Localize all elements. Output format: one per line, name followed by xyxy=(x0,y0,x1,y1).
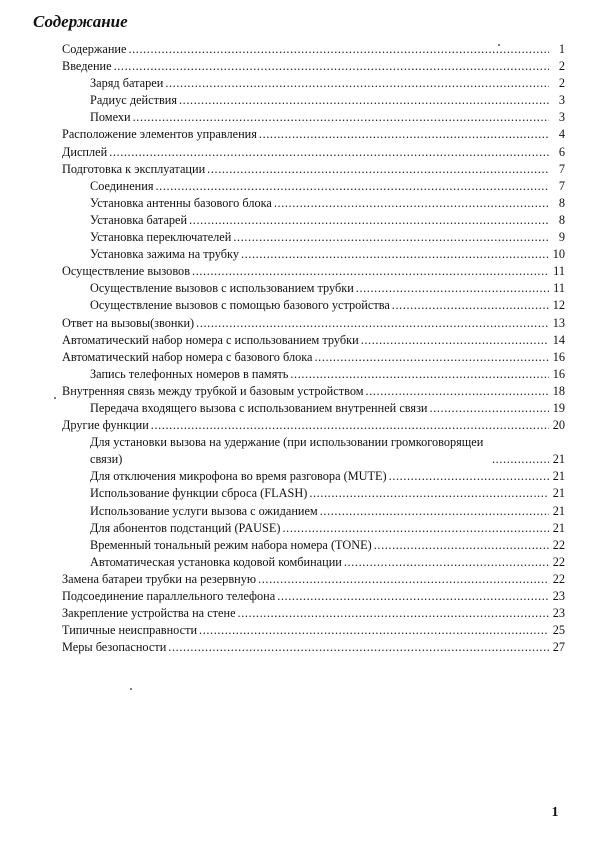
toc-entry[interactable] xyxy=(62,349,565,366)
toc-entry-page: 9 xyxy=(558,230,565,245)
toc-entry[interactable] xyxy=(62,520,565,537)
toc-entry[interactable] xyxy=(62,161,565,178)
toc-entry-label: Установка зажима на трубку xyxy=(90,247,239,262)
dot-leader xyxy=(366,383,549,400)
toc-entry[interactable] xyxy=(62,383,565,400)
toc-entry-label: Использование функции сброса (FLASH) xyxy=(90,486,308,501)
toc-entry-label: Автоматическая установка кодовой комбинации xyxy=(90,554,342,569)
dot-leader xyxy=(128,41,549,58)
toc-entry-page: 7 xyxy=(558,161,565,176)
toc-entry-page: 11 xyxy=(553,264,565,279)
toc-entry-label: Ответ на вызовы(звонки) xyxy=(62,315,195,330)
toc-entry[interactable] xyxy=(62,41,565,58)
toc-entry[interactable] xyxy=(62,537,565,554)
scan-speck xyxy=(498,44,500,46)
toc-entry[interactable] xyxy=(62,178,565,195)
toc-entry-label: Дисплей xyxy=(62,144,108,159)
toc-entry-page: 21 xyxy=(552,486,565,501)
toc-entry-page: 6 xyxy=(558,144,565,159)
toc-entry[interactable] xyxy=(62,280,565,297)
toc-entry[interactable] xyxy=(62,485,565,502)
toc-entry-page: 1 xyxy=(558,42,565,56)
dot-leader xyxy=(179,92,549,109)
toc-entry-page: 21 xyxy=(552,520,565,535)
toc-entry[interactable] xyxy=(62,195,565,212)
toc-entry-label: Автоматический набор номера с базового блока xyxy=(62,349,313,364)
dot-leader xyxy=(430,400,549,417)
scan-speck xyxy=(54,397,56,399)
dot-leader xyxy=(259,126,549,143)
toc-entry[interactable] xyxy=(62,434,565,468)
toc-entry-page: 21 xyxy=(552,469,565,484)
toc-entry-label: Установка антенны базового блока xyxy=(90,195,272,210)
toc-entry-label: Для установки вызова на удержание (при использовании громкоговорящеи связи) xyxy=(90,435,484,467)
toc-entry-label: Установка батарей xyxy=(90,212,188,227)
toc-entry-label: Осуществление вызовов xyxy=(62,264,191,279)
toc-entry[interactable] xyxy=(62,571,565,588)
toc-entry-label: Использование услуги вызова с ожиданием xyxy=(90,503,318,518)
toc-entry[interactable] xyxy=(62,212,565,229)
toc-entry[interactable] xyxy=(62,622,565,639)
toc-entry-label: Передача входящего вызова с использованием внутренней связи xyxy=(90,400,428,415)
toc-entry[interactable] xyxy=(62,332,565,349)
toc-entry-page: 22 xyxy=(552,571,565,586)
toc-entry[interactable] xyxy=(62,92,565,109)
toc-entry-page: 23 xyxy=(552,589,565,603)
toc-entry[interactable] xyxy=(62,246,565,263)
toc-entry[interactable] xyxy=(62,315,565,332)
toc-entry-label: Расположение элементов управления xyxy=(62,127,257,142)
toc-entry-label: Типичные неисправности xyxy=(62,623,198,638)
toc-entry-page: 16 xyxy=(552,349,565,364)
toc-entry-label: Установка переключателей xyxy=(90,230,232,245)
toc-entry[interactable] xyxy=(62,400,565,417)
dot-leader xyxy=(374,537,549,554)
toc-entry-page: 25 xyxy=(552,623,565,638)
dot-leader xyxy=(151,417,549,434)
toc-entry-page: 13 xyxy=(552,315,565,330)
toc-entry[interactable] xyxy=(62,417,565,434)
toc-entry-page: 22 xyxy=(552,554,565,569)
toc-entry-label: Осуществление вызовов с использованием трубки xyxy=(90,281,354,296)
toc-entry-page: 19 xyxy=(552,400,565,415)
dot-leader xyxy=(315,349,550,366)
dot-leader xyxy=(114,58,549,75)
toc-entry[interactable] xyxy=(62,605,565,622)
toc-entry-label: Введение xyxy=(62,59,112,74)
toc-entry-label: Меры безопасности xyxy=(62,640,167,655)
toc-entry-page: 2 xyxy=(558,76,565,91)
dot-leader xyxy=(356,280,549,297)
toc-entry[interactable] xyxy=(62,554,565,571)
dot-leader xyxy=(109,144,549,161)
toc-entry-page: 11 xyxy=(553,281,565,296)
dot-leader xyxy=(274,195,549,212)
toc-entry-label: Подготовка к эксплуатации xyxy=(62,161,206,176)
toc-entry[interactable] xyxy=(62,366,565,383)
toc-entry-label: Автоматический набор номера с использованием трубки xyxy=(62,332,359,347)
page-number: 1 xyxy=(551,805,559,820)
dot-leader xyxy=(133,109,549,126)
toc-entry-page: 3 xyxy=(558,93,565,108)
toc-entry-page: 8 xyxy=(558,195,565,210)
dot-leader xyxy=(492,451,549,468)
dot-leader xyxy=(392,297,549,314)
toc-entry[interactable] xyxy=(62,58,565,75)
dot-leader xyxy=(258,571,549,588)
dot-leader xyxy=(165,75,549,92)
toc-entry[interactable] xyxy=(62,126,565,143)
toc-entry-label: Содержание xyxy=(62,42,127,56)
dot-leader xyxy=(156,178,550,195)
toc-entry-page: 8 xyxy=(558,212,565,227)
toc-entry-page: 21 xyxy=(552,452,565,467)
toc-entry-label: Для абонентов подстанций (PAUSE) xyxy=(90,520,281,535)
dot-leader xyxy=(189,212,549,229)
toc-entry[interactable] xyxy=(62,263,565,280)
toc-entry-page: 3 xyxy=(558,110,565,125)
toc-entry[interactable] xyxy=(62,588,565,605)
dot-leader xyxy=(320,503,549,520)
dot-leader xyxy=(199,622,549,639)
dot-leader xyxy=(361,332,549,349)
toc-entry-page: 23 xyxy=(552,606,565,621)
dot-leader xyxy=(233,229,549,246)
toc-entry-label: Внутренняя связь между трубкой и базовым устройством xyxy=(62,383,364,398)
toc-entry-page: 10 xyxy=(552,247,565,262)
toc-entry-label: Для отключения микрофона во время разговора (MUTE) xyxy=(90,469,387,484)
dot-leader xyxy=(344,554,549,571)
page-title: Содержание xyxy=(33,12,128,31)
toc-entry[interactable] xyxy=(62,144,565,161)
toc-entry-label: Подсоединение параллельного телефона xyxy=(62,589,276,603)
dot-leader xyxy=(238,605,549,622)
dot-leader xyxy=(282,520,549,537)
scan-speck xyxy=(130,688,132,690)
toc-entry-page: 4 xyxy=(558,127,565,142)
dot-leader xyxy=(290,366,549,383)
toc-entry[interactable] xyxy=(62,639,565,656)
toc-entry-page: 22 xyxy=(552,537,565,552)
toc-entry[interactable] xyxy=(62,297,565,314)
toc-entry-page: 14 xyxy=(552,332,565,347)
dot-leader xyxy=(192,263,549,280)
toc-entry[interactable] xyxy=(62,75,565,92)
toc-entry[interactable] xyxy=(62,109,565,126)
dot-leader xyxy=(389,468,549,485)
dot-leader xyxy=(241,246,549,263)
dot-leader xyxy=(277,588,549,605)
toc-entry-label: Запись телефонных номеров в память xyxy=(90,366,289,381)
toc-entry-page: 7 xyxy=(558,178,565,193)
toc-entry[interactable] xyxy=(62,229,565,246)
toc-entry[interactable] xyxy=(62,503,565,520)
toc-entry-page: 27 xyxy=(552,640,565,655)
toc-entry-label: Временный тональный режим набора номера (TONE) xyxy=(90,537,372,552)
toc-entry-page: 20 xyxy=(552,418,565,433)
dot-leader xyxy=(196,315,549,332)
toc-entry-label: Другие функции xyxy=(62,418,149,433)
toc-entry-page: 21 xyxy=(552,503,565,518)
toc-entry-page: 18 xyxy=(552,383,565,398)
table-of-contents xyxy=(62,41,565,656)
toc-entry-label: Помехи xyxy=(90,110,131,125)
toc-entry[interactable] xyxy=(62,468,565,485)
dot-leader xyxy=(168,639,549,656)
toc-entry-label: Радиус действия xyxy=(90,93,177,108)
toc-entry-label: Осуществление вызовов с помощью базового устройства xyxy=(90,298,390,313)
toc-entry-label: Соединения xyxy=(90,178,154,193)
toc-entry-page: 16 xyxy=(552,366,565,381)
toc-entry-label: Замена батареи трубки на резервную xyxy=(62,571,257,586)
dot-leader xyxy=(309,485,549,502)
toc-entry-label: Закрепление устройства на стене xyxy=(62,606,236,621)
dot-leader xyxy=(207,161,549,178)
toc-entry-page: 12 xyxy=(552,298,565,313)
toc-entry-page: 2 xyxy=(558,59,565,74)
toc-entry-label: Заряд батареи xyxy=(90,76,164,91)
